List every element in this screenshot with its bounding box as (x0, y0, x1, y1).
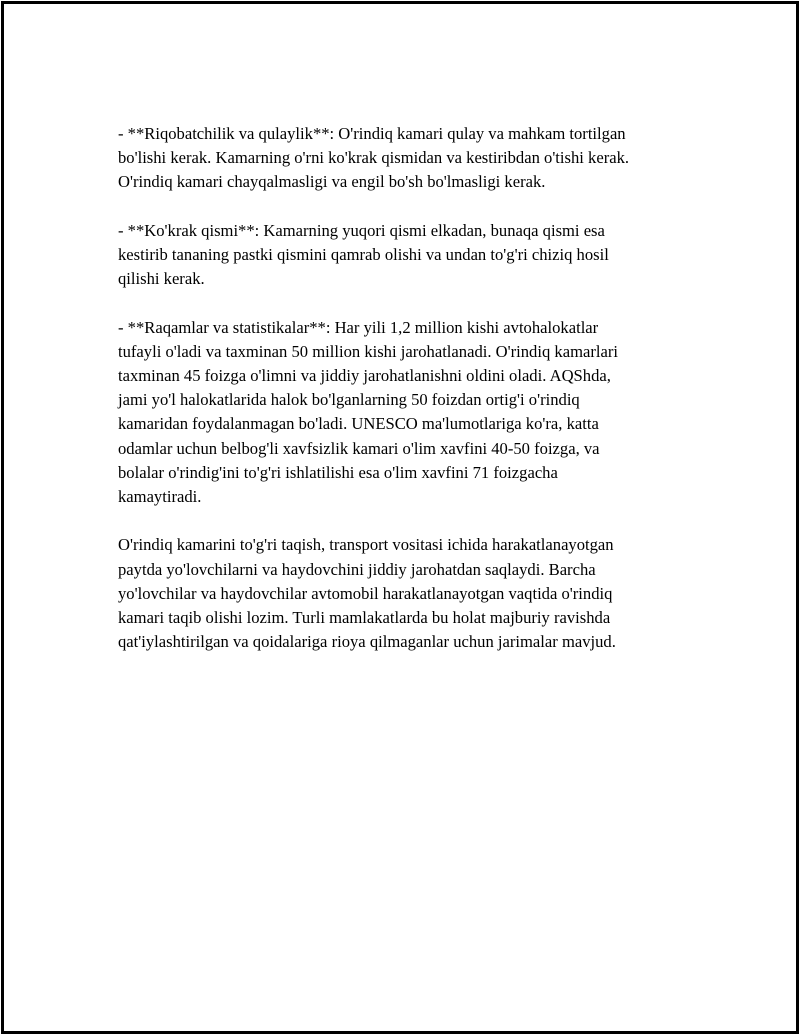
text-line: kestirib tananing pastki qismini qamrab olishi va undan to'g'ri chiziq hosil (118, 245, 609, 264)
text-line: jami yo'l halokatlarida halok bo'lganlarning 50 foizdan ortig'i o'rindiq (118, 390, 580, 410)
paragraph-statistics (118, 316, 708, 510)
text-line: yo'lovchilar va haydovchilar avtomobil harakatlanayotgan vaqtida o'rindiq (118, 583, 613, 603)
text-line: taxminan 45 foizga o'limni va jiddiy jarohatlanishni oldini oladi. AQShda, (118, 366, 611, 385)
text-line: paytda yo'lovchilarni va haydovchini jiddiy jarohatdan saqlaydi. Barcha (118, 559, 596, 579)
text-line: O'rindiq kamarini to'g'ri taqish, transport vositasi ichida harakatlanayotgan (118, 535, 614, 555)
text-line: kamaytiradi. (118, 487, 202, 507)
text-line: - **Raqamlar va statistikalar**: Har yili 1,2 million kishi avtohalokatlar (118, 317, 599, 337)
text-line: bolalar o'rindig'ini to'g'ri ishlatilishi esa o'lim xavfini 71 foizgacha (118, 462, 558, 482)
paragraph-chest (118, 219, 708, 292)
paragraph-comfort (118, 122, 708, 195)
text-line: qilishi kerak. (118, 269, 205, 289)
text-line: - **Riqobatchilik va qulaylik**: O'rindiq kamari qulay va mahkam tortilgan (118, 124, 626, 143)
text-line: odamlar uchun belbog'li xavfsizlik kamari o'lim xavfini 40-50 foizga, va (118, 438, 600, 458)
paragraph-conclusion (118, 533, 708, 654)
text-line: bo'lishi kerak. Kamarning o'rni ko'krak qismidan va kestiribdan o'tishi kerak. (118, 148, 630, 168)
text-line: - **Ko'krak qismi**: Kamarning yuqori qismi elkadan, bunaqa qismi esa (118, 220, 605, 240)
text-line: qat'iylashtirilgan va qoidalariga rioya qilmaganlar uchun jarimalar mavjud. (118, 632, 616, 652)
page-frame (1, 1, 799, 1034)
text-line: O'rindiq kamari chayqalmasligi va engil bo'sh bo'lmasligi kerak. (118, 172, 546, 192)
text-line: kamaridan foydalanmagan bo'ladi. UNESCO ma'lumotlariga ko'ra, katta (118, 414, 599, 434)
text-line: tufayli o'ladi va taxminan 50 million kishi jarohatlanadi. O'rindiq kamarlari (118, 341, 618, 361)
text-line: kamari taqib olishi lozim. Turli mamlakatlarda bu holat majburiy ravishda (118, 608, 611, 628)
document-body (118, 122, 708, 679)
